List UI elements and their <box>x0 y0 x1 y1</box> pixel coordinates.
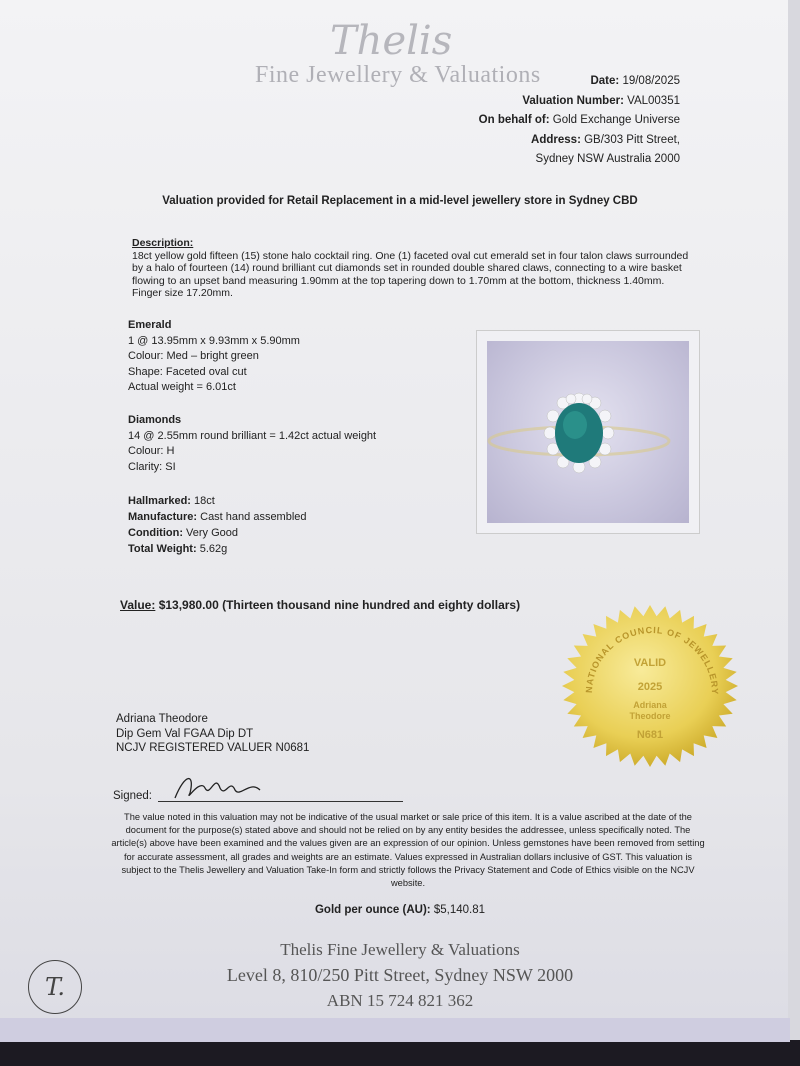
seal-year: 2025 <box>637 681 663 693</box>
signature <box>165 768 275 808</box>
footer-address: Level 8, 810/250 Pitt Street, Sydney NSW 2000 <box>226 965 574 985</box>
footer-abn: ABN 15 724 821 362 <box>326 991 474 1010</box>
brand-logo: Thelis <box>330 18 453 64</box>
valuer-info <box>116 712 309 756</box>
detail-value: Very Good <box>186 527 239 539</box>
emerald-title: Emerald <box>128 319 172 331</box>
detail-value: Cast hand assembled <box>200 511 307 523</box>
gold-price <box>0 904 800 916</box>
brand-subtitle: Fine Jewellery & Valuations <box>255 62 541 88</box>
header-info <box>479 72 680 170</box>
emerald-line: Colour: Med – bright green <box>128 350 259 362</box>
valuer-qualifications: Dip Gem Val FGAA Dip DT <box>116 727 254 740</box>
value-label: Value: <box>120 598 156 612</box>
diamonds-section <box>128 413 376 475</box>
address-line2: Sydney NSW Australia 2000 <box>535 153 680 165</box>
description-text: 18ct yellow gold fifteen (15) stone halo cocktail ring. One (1) faceted oval cut emerald set in four talon claws surrounded by a halo of fourteen (14) round brilliant cut diamonds set in rounded double shared claws, connecting to a wire basket flowing to an upset band measuring 1.90mm at the top tapering down to 1.70mm at the bottom, thickness 1.40mm. Finger size 17.20mm. <box>132 249 689 299</box>
address-line1: GB/303 Pitt Street, <box>584 133 680 146</box>
ncjv-seal <box>552 598 752 773</box>
diamonds-line: Clarity: SI <box>128 460 176 473</box>
diamonds-line: Colour: H <box>128 445 175 457</box>
purpose: Valuation provided for Retail Replacement in a mid-level jewellery store in Sydney CBD <box>162 195 638 207</box>
seal-number: N681 <box>636 729 664 741</box>
signed-label: Signed: <box>113 790 153 802</box>
seal-name1: Adriana <box>633 700 667 710</box>
detail-value: 5.62g <box>199 543 228 555</box>
behalf-value: Gold Exchange Universe <box>552 114 680 126</box>
footer-name: Thelis Fine Jewellery & Valuations <box>280 940 520 959</box>
disclaimer: The value noted in this valuation may not be indicative of the usual market or sale price of this item. It is a value ascribed at the date of the document for the purpose(s) stated above and should not be relied on by any entity besides the addressee, unless specifically noted. The article(s) above have been examined and the values given are an expression of our opinion. Unless gemstones have been removed from setting for accurate assessment, all grades and weights are an estimate. Values expressed in Australian dollars inclusive of GST. This valuation is subject to the Thelis Jewellery and Valuation Take-In form and strictly follows the Privacy Statement and Code of Ethics visible on the NCJV website. <box>111 812 705 889</box>
seal-valid: VALID <box>633 657 667 669</box>
detail-label: Hallmarked: <box>128 495 191 507</box>
ring-image <box>487 341 689 523</box>
emerald-line: Actual weight = 6.01ct <box>128 381 236 393</box>
emerald-section <box>128 318 300 396</box>
emerald-line: 1 @ 13.95mm x 9.93mm x 5.90mm <box>128 334 300 347</box>
address-label: Address: <box>531 133 581 146</box>
monogram-logo: T. <box>28 960 82 1014</box>
gold-label: Gold per ounce (AU): <box>314 904 431 916</box>
behalf-label: On behalf of: <box>478 114 550 126</box>
detail-label: Total Weight: <box>128 543 197 555</box>
valuation-label: Valuation Number: <box>522 94 624 107</box>
description-label: Description: <box>132 237 194 249</box>
valuation-number: VAL00351 <box>627 94 680 107</box>
date-label: Date: <box>590 75 620 87</box>
seal-name2: Theodore <box>629 711 671 721</box>
details-section <box>128 493 307 557</box>
description <box>132 237 692 300</box>
date-value: 19/08/2025 <box>622 75 680 87</box>
paper-edge <box>788 0 800 1040</box>
emerald-line: Shape: Faceted oval cut <box>128 365 247 378</box>
diamonds-line: 14 @ 2.55mm round brilliant = 1.42ct actual weight <box>128 429 377 442</box>
bottom-band <box>0 1018 790 1042</box>
detail-label: Condition: <box>128 527 183 539</box>
signature-line <box>158 801 403 802</box>
ring-photo <box>476 330 700 534</box>
seal-ring-text: NATIONAL COUNCIL OF JEWELLERY <box>583 624 721 696</box>
diamonds-title: Diamonds <box>128 414 182 426</box>
valuer-name: Adriana Theodore <box>116 713 208 725</box>
value-statement <box>120 598 520 612</box>
value-text: $13,980.00 (Thirteen thousand nine hundred and eighty dollars) <box>158 598 521 612</box>
gold-value: $5,140.81 <box>433 904 485 916</box>
detail-value: 18ct <box>194 495 215 507</box>
valuer-registration: NCJV REGISTERED VALUER N0681 <box>116 742 310 754</box>
detail-label: Manufacture: <box>128 511 198 523</box>
